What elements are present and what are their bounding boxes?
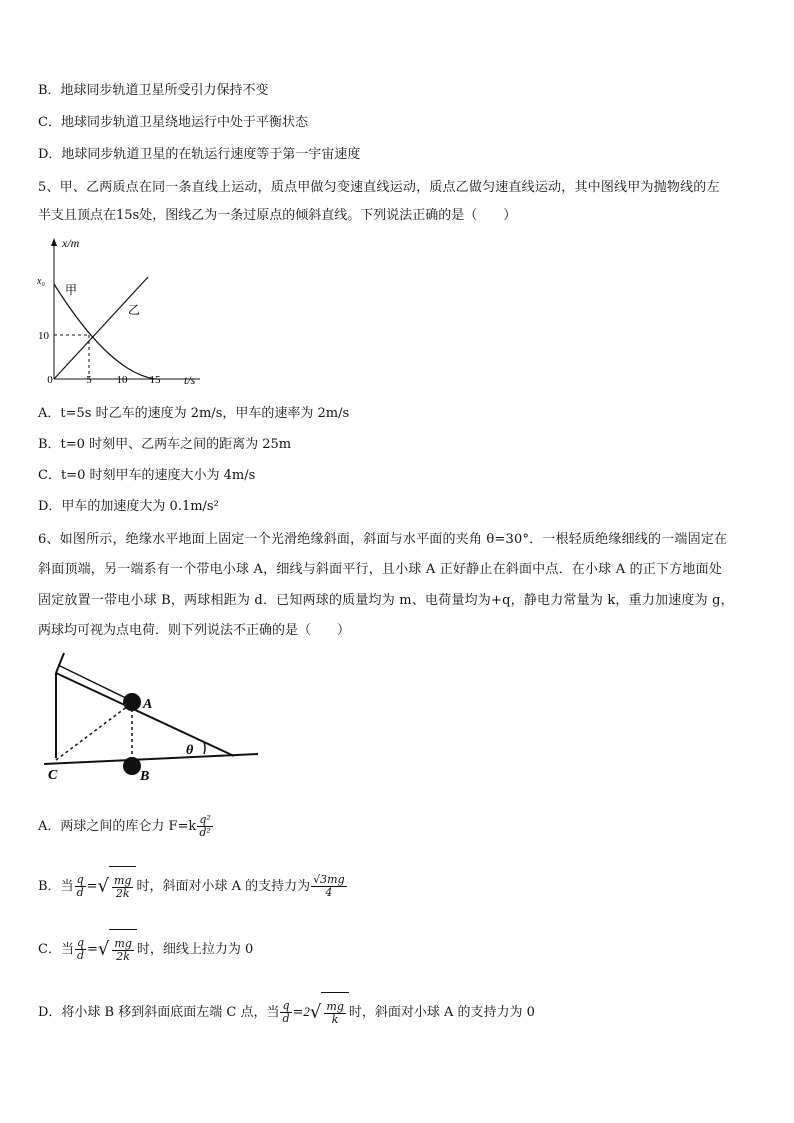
line-yi-label: 乙: [128, 303, 141, 317]
q4-option-d: D．地球同步轨道卫星的在轨运行速度等于第一宇宙速度: [38, 147, 361, 162]
q6-stem-line4: 两球均可视为点电荷．则下列说法不正确的是（ ）: [38, 623, 351, 638]
x-tick-10: 10: [116, 374, 128, 386]
q5-option-d: D．甲车的加速度大为 0.1m/s²: [38, 499, 219, 514]
x0-label: x₀: [37, 276, 45, 287]
q6-incline-figure: [36, 648, 266, 788]
x-tick-5: 5: [86, 374, 92, 386]
q6-option-d: D．将小球 B 移到斜面底面左端 C 点，当 $\frac{q}{d}$ =2√ $\frac{mg}{k}$ 时，斜面对小球 A 的支持力为 0: [38, 992, 535, 1033]
q6-option-a: [38, 807, 214, 847]
sqrt-expression: √ $\frac{mg}{2k}$: [98, 866, 137, 907]
q5-option-b: B．t=0 时刻甲、乙两车之间的距离为 25m: [38, 437, 292, 452]
x-axis-label: t/s: [184, 373, 196, 387]
q5-option-a: A．t=5s 时乙车的速度为 2m/s，甲车的速率为 2m/s: [38, 406, 350, 421]
q5-xt-graph: [32, 232, 212, 392]
curve-jia: [54, 284, 155, 379]
q5-stem-line1: 5、甲、乙两质点在同一条直线上运动，质点甲做匀变速直线运动，质点乙做匀速直线运动，其中图线甲为抛物线的左: [38, 180, 720, 195]
q6-option-c: C．当 $\frac{q}{d}$ =√ $\frac{mg}{2k}$ 时，细线上拉力为 0: [38, 929, 253, 970]
q5-stem-line2: 半支且顶点在15s处，图线乙为一条过原点的倾斜直线。下列说法正确的是（ ）: [38, 208, 517, 223]
label-b: B: [140, 769, 150, 784]
label-a: A: [143, 697, 153, 712]
ball-b: [123, 757, 141, 775]
q4-option-b: B．地球同步轨道卫星所受引力保持不变: [38, 83, 269, 98]
x-tick-15: 15: [149, 374, 161, 386]
y-tick-10: 10: [38, 330, 49, 342]
q6-option-b: B．当 $\frac{q}{d}$ =√ $\frac{mg}{2k}$ 时，斜面对小球 A 的支持力为 $\frac{√3mg}{4}$: [38, 866, 348, 907]
q6-stem-line2: 斜面顶端，另一端系有一个带电小球 A，细线与斜面平行，且小球 A 正好静止在斜面中点．在小球 A 的正下方地面处: [38, 562, 723, 577]
label-c: C: [48, 768, 58, 783]
y-axis-label: x/m: [62, 236, 80, 250]
q6-option-a-text: A．两球之间的库仑力 F=k: [38, 819, 197, 834]
q6-stem-line3: 固定放置一带电小球 B，两球相距为 d．已知两球的质量均为 m、电荷量均为+q，静电力常量为 k，重力加速度为 g，: [38, 593, 734, 608]
label-theta: θ: [186, 743, 194, 758]
q4-option-c: C．地球同步轨道卫星绕地运行中处于平衡状态: [38, 115, 308, 130]
q6-stem-line1: 6、如图所示，绝缘水平地面上固定一个光滑绝缘斜面，斜面与水平面的夹角 θ=30°．一根轻质绝缘细线的一端固定在: [38, 532, 728, 547]
q5-option-c: C．t=0 时刻甲车的速度大小为 4m/s: [38, 468, 256, 483]
x-tick-0: 0: [47, 374, 53, 386]
ball-a: [123, 693, 141, 711]
coulomb-fraction: $\frac{\text{q²}}{\text{d²}}$: [199, 813, 211, 839]
curve-jia-label: 甲: [65, 283, 78, 297]
